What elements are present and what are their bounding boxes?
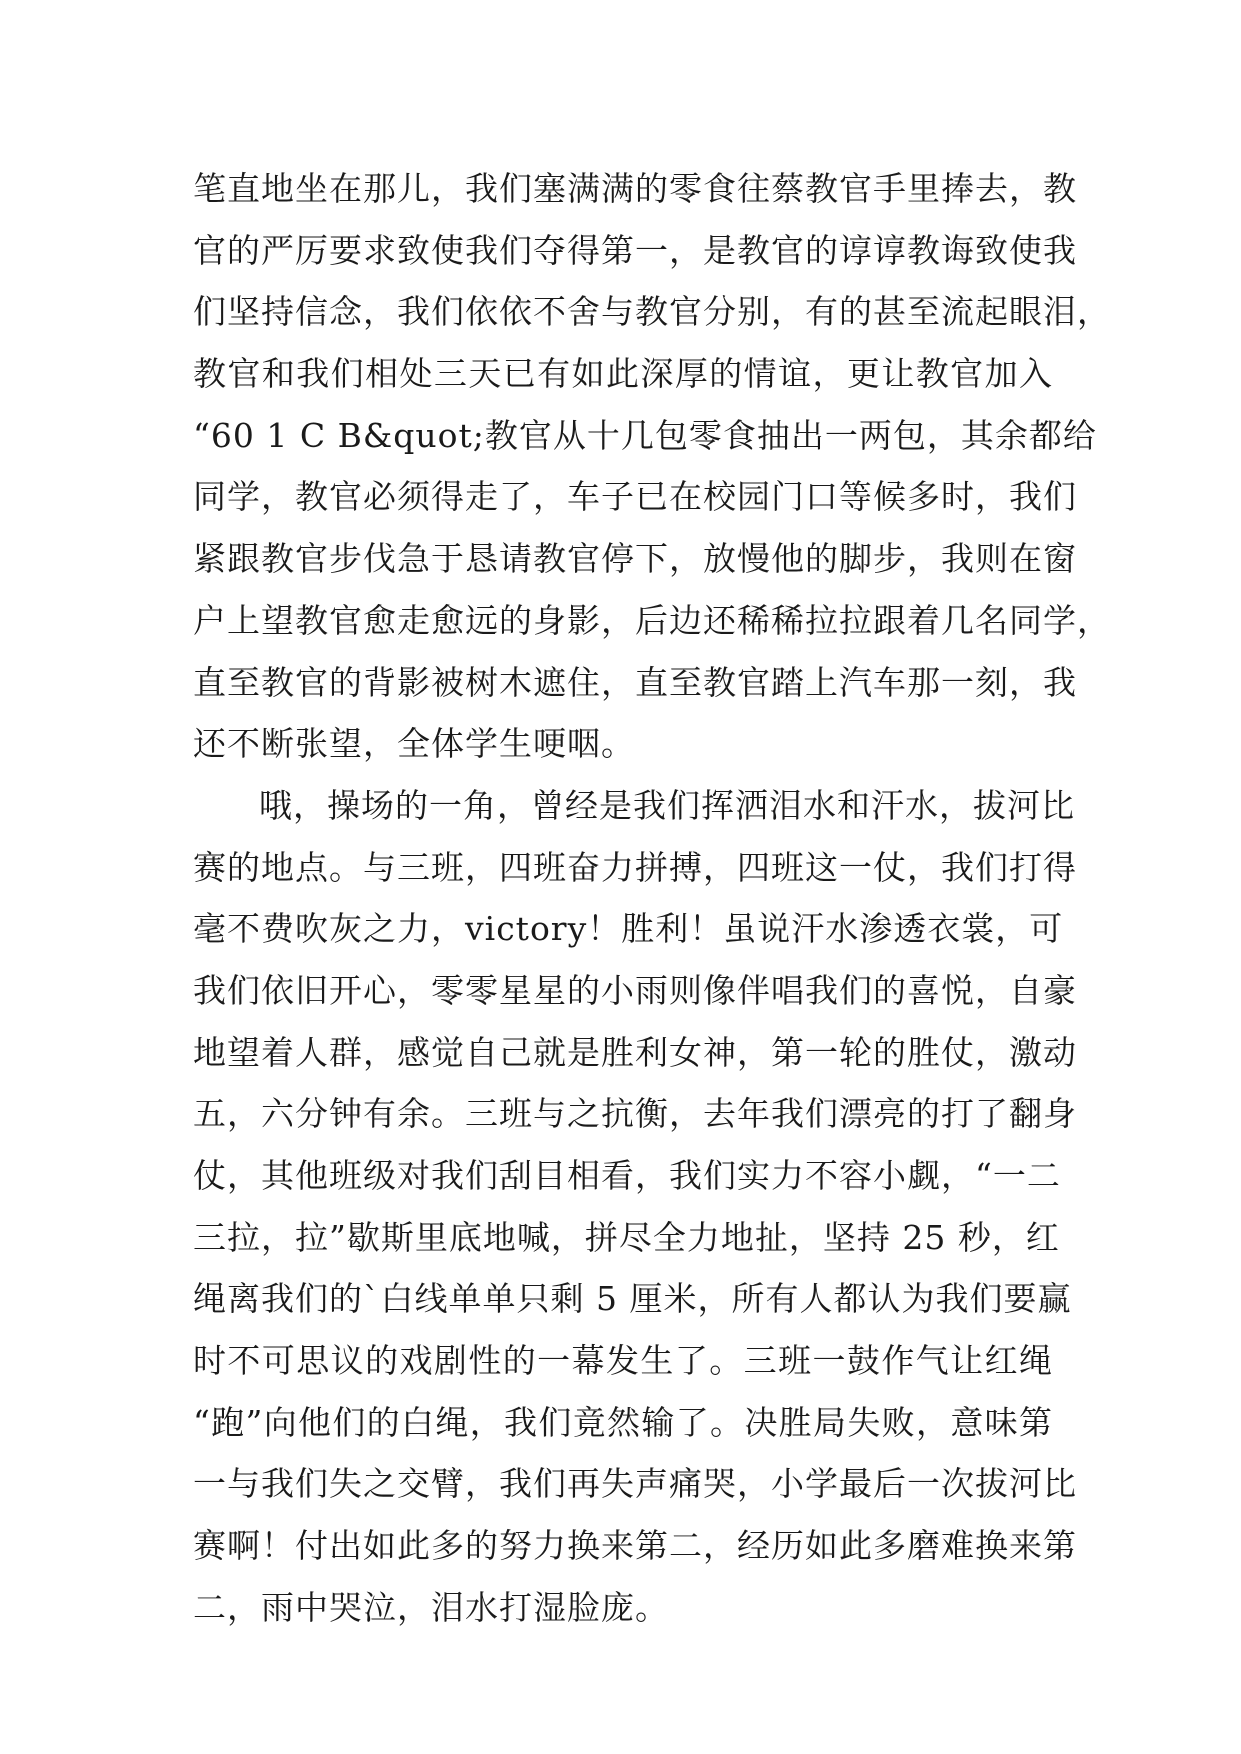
text-line: 同学，教官必须得走了，车子已在校园门口等候多时，我们 (193, 477, 1077, 517)
text-line: 三拉，拉”歇斯里底地喊，拼尽全力地扯，坚持 25 秒，红 (193, 1217, 1060, 1257)
text-line: “60 1 C B&quot;教官从十几包零食抽出一两包，其余都给 (193, 415, 1097, 455)
text-line: 哦，操场的一角，曾经是我们挥洒泪水和汗水，拔河比 (259, 785, 1075, 825)
text-line: 户上望教官愈走愈远的身影，后边还稀稀拉拉跟着几名同学， (193, 600, 1111, 640)
text-line: 们坚持信念，我们依依不舍与教官分别，有的甚至流起眼泪， (193, 292, 1111, 332)
text-line: 赛啊！付出如此多的努力换来第二，经历如此多磨难换来第 (193, 1526, 1077, 1566)
paragraph-2 (193, 775, 1077, 1639)
text-line: 地望着人群，感觉自己就是胜利女神，第一轮的胜仗，激动 (193, 1032, 1077, 1072)
text-line: 毫不费吹灰之力，victory！胜利！虽说汗水渗透衣裳，可 (193, 909, 1064, 949)
text-line: 时不可思议的戏剧性的一幕发生了。三班一鼓作气让红绳 (193, 1341, 1053, 1381)
text-line: 还不断张望，全体学生哽咽。 (193, 724, 635, 764)
text-line: 紧跟教官步伐急于恳请教官停下，放慢他的脚步，我则在窗 (193, 539, 1077, 579)
document-body (193, 158, 1111, 1639)
text-line: 赛的地点。与三班，四班奋力拼搏，四班这一仗，我们打得 (193, 847, 1077, 887)
text-line: 五，六分钟有余。三班与之抗衡，去年我们漂亮的打了翻身 (193, 1094, 1077, 1134)
text-line: 一与我们失之交臂，我们再失声痛哭，小学最后一次拔河比 (193, 1464, 1077, 1504)
text-line: 教官和我们相处三天已有如此深厚的情谊，更让教官加入 (193, 354, 1053, 394)
text-line: 笔直地坐在那儿，我们塞满满的零食往蔡教官手里捧去，教 (193, 169, 1077, 208)
text-line: 官的严厉要求致使我们夺得第一，是教官的谆谆教诲致使我 (193, 230, 1077, 270)
text-line: 我们依旧开心，零零星星的小雨则像伴唱我们的喜悦，自豪 (193, 970, 1077, 1010)
text-line: 二，雨中哭泣，泪水打湿脸庞。 (193, 1587, 669, 1627)
paragraph-1 (193, 158, 1111, 775)
text-line: 绳离我们的`白线单单只剩 5 厘米，所有人都认为我们要赢 (193, 1279, 1072, 1319)
text-line: 直至教官的背影被树木遮住，直至教官踏上汽车那一刻，我 (193, 662, 1077, 702)
text-line: “跑”向他们的白绳，我们竟然输了。决胜局失败，意味第 (193, 1402, 1053, 1442)
text-line: 仗，其他班级对我们刮目相看，我们实力不容小觑，“一二 (193, 1156, 1061, 1195)
